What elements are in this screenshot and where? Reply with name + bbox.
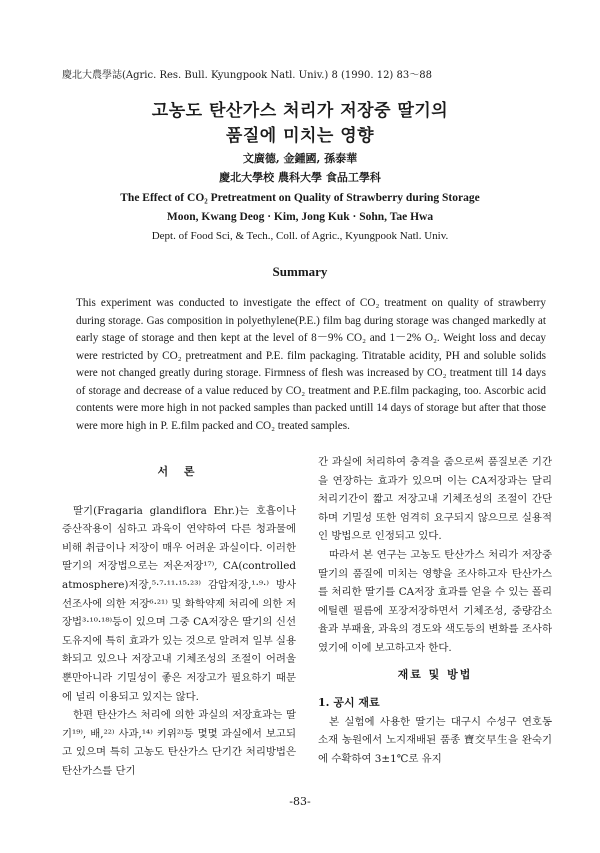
english-title: The Effect of CO₂ Pretreatment on Quality of Strawberry during Storage xyxy=(120,192,480,204)
english-authors: Moon, Kwang Deog · Kim, Jong Kuk · Sohn, Tae Hwa xyxy=(166,211,434,223)
methods-subheading-1: 1. 공시 재료 xyxy=(318,696,380,710)
page-number: -83- xyxy=(289,795,311,808)
intro-heading: 서 론 xyxy=(157,465,201,478)
summary-heading: Summary xyxy=(272,264,328,279)
section-gap xyxy=(318,658,552,666)
left-column xyxy=(62,453,296,781)
intro-paragraph-3: 간 과실에 처리하여 충격을 줌으로써 품질보존 기간을 연장하는 효과가 있으며 이는 CA저장과는 달리 처리기간이 짧고 저장고내 기체조성의 조절이 간단하며 기밀성 또한 엄격히 요구되지 않으므로 실용적인 방법으로 인정되고 있다. xyxy=(318,456,552,543)
methods-heading: 재료 및 방법 xyxy=(397,667,473,681)
korean-title-line-1: 고농도 탄산가스 처리가 저장중 딸기의 xyxy=(151,101,449,121)
methods-paragraph-1: 본 실험에 사용한 딸기는 대구시 수성구 연호동 소재 농원에서 노지재배된 품종 寶交早生을 완숙기에 수확하여 3±1℃로 유지 xyxy=(318,715,552,765)
korean-title-line-2: 품질에 미치는 영향 xyxy=(225,126,375,146)
journal-citation: 慶北大農學誌(Agric. Res. Bull. Kyungpook Natl. Univ.) 8 (1990. 12) 83～88 xyxy=(62,70,432,81)
intro-paragraph-2: 한편 탄산가스 처리에 의한 과실의 저장효과는 딸기¹⁹⁾, 배,²²⁾ 사과,¹⁴⁾ 키위²⁾등 몇몇 과실에서 보고되고 있으며 특히 고농도 탄산가스 단기간 처리방법은 탄산가스를 단기 xyxy=(62,709,296,777)
intro-paragraph-4: 따라서 본 연구는 고농도 탄산가스 처리가 저장중 딸기의 품질에 미치는 영향을 조사하고자 탄산가스를 처리한 딸기를 CA저장 효과를 얻을 수 있는 폴리에틸렌 필름에 포장저장하면서 기체조성, 중량감소율과 부패율, 과육의 경도와 색도등의 변화를 조사하였기에 이에 보고하고자 한다. xyxy=(318,548,552,654)
right-column xyxy=(318,453,552,769)
intro-paragraph-1: 딸기(Fragaria glandiflora Ehr.)는 호흡이나 증산작용이 심하고 과육이 연약하여 다른 청과물에 비해 취급이나 저장이 매우 어려운 과실이다. 이러한 딸기의 저장법으로는 저온저장¹⁷⁾, CA(controlled atmosphere)저장,⁵·⁷·¹¹·¹⁵·²³⁾ 감압저장,¹·⁹·⁾ 방사선조사에 의한 저장⁶·²¹⁾ 및 화학약제 처리에 의한 저장법³·¹⁰·¹⁸⁾등이 있으며 그중 CA저장은 딸기의 신선도유지에 특히 효과가 있는 것으로 알려져 일부 실용화되고 있으나 저장고내 기체조성의 조절이 어려울 뿐만아니라 기밀성이 좋은 저장고가 필요하기 때문에 널리 이용되고 있지는 않다. xyxy=(62,504,296,703)
english-affiliation: Dept. of Food Sci, & Tech., Coll. of Agric., Kyungpook Natl. Univ. xyxy=(151,230,449,242)
korean-affiliation: 慶北大學校 農科大學 食品工學科 xyxy=(219,171,381,184)
korean-authors: 文廣德, 金鍾國, 孫泰華 xyxy=(242,152,358,165)
summary-text: This experiment was conducted to investigate the effect of CO₂ treatment on quality of strawberry during storage. Gas composition in polyethylene(P.E.) film bag during storage was changed markedly at early stage of storage and then kept at the level of 8－9% CO₂ and 1－2% O₂. Weight loss and decay were restricted by CO₂ pretreatment and P.E. film packaging. Titratable acidity, PH and soluble solids were not changed greatly during storage. Firmness of flesh was increased by CO₂ treatment till 14 days of storage and decrease of a value reduced by CO₂ treatment and P.E.film packaging, too. Ascorbic acid contents were more high in not packed samples than packed untill 14 days of storage but after that those were more high in P. E.film packed and CO₂ treated samples. xyxy=(76,297,546,432)
